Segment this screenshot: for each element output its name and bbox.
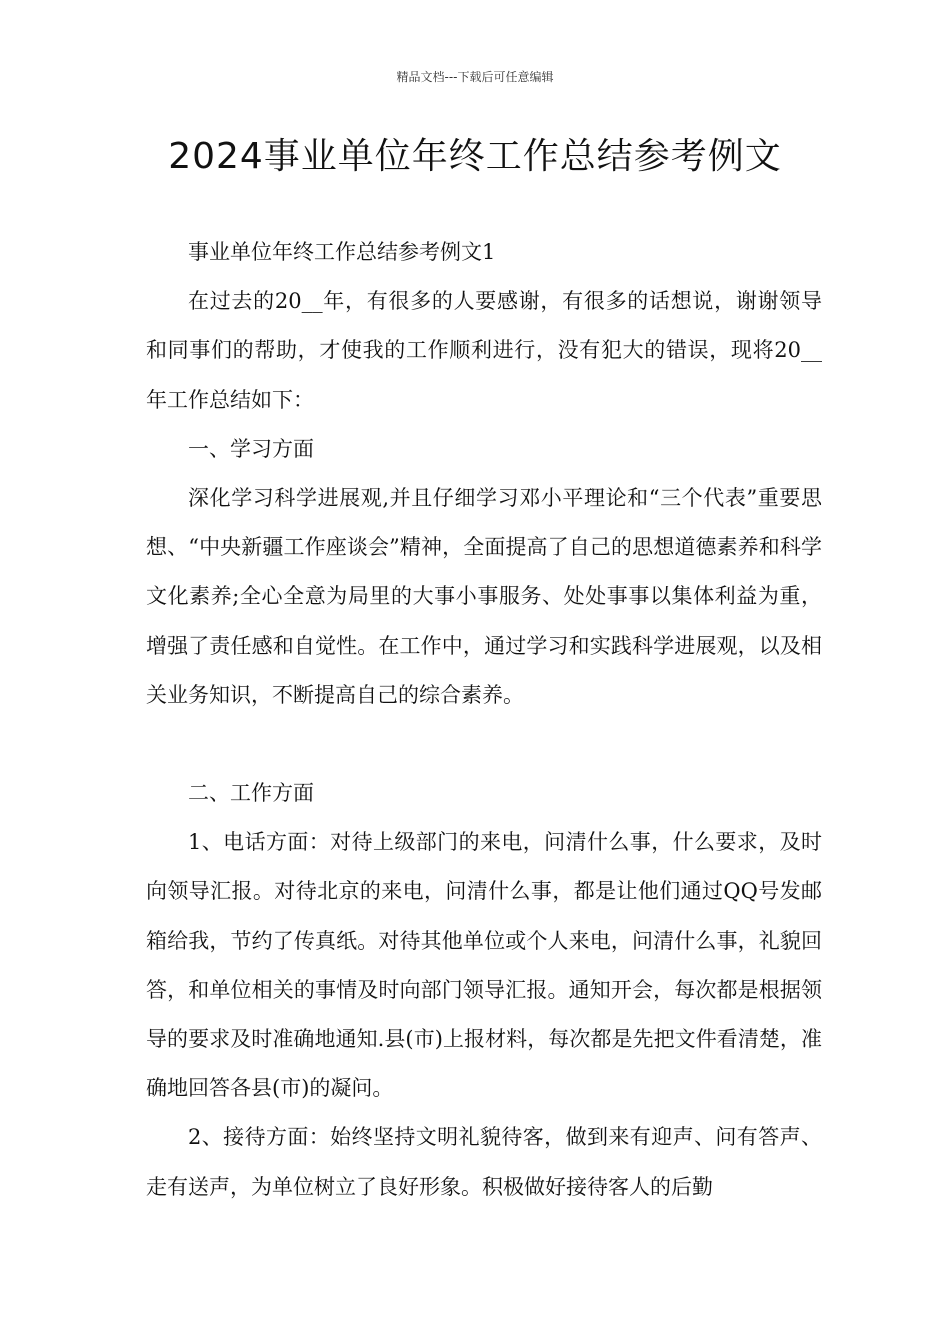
paragraph-intro: 在过去的20__年，有很多的人要感谢，有很多的话想说，谢谢领导和同事们的帮助，才使我的工作顺利进行，没有犯大的错误，现将20__年工作总结如下： bbox=[146, 289, 822, 412]
paragraph-study: 深化学习科学进展观,并且仔细学习邓小平理论和“三个代表”重要思想、“中央新疆工作座谈会”精神，全面提高了自己的思想道德素养和科学文化素养;全心全意为局里的大事小事服务、处处事事以集体利益为重，增强了责任感和自觉性。在工作中，通过学习和实践科学进展观，以及相关业务知识，不断提高自己的综合素养。 bbox=[146, 486, 822, 707]
paragraph-subtitle: 事业单位年终工作总结参考例文1 bbox=[188, 240, 496, 264]
document-title: 2024事业单位年终工作总结参考例文 bbox=[168, 136, 782, 177]
paragraph-reception: 2、接待方面：始终坚持文明礼貌待客，做到来有迎声、问有答声、走有送声，为单位树立了良好形象。积极做好接待客人的后勤 bbox=[146, 1125, 822, 1199]
paragraph-spacer bbox=[146, 720, 822, 769]
document-body bbox=[146, 228, 822, 1212]
header-note: 精品文档---下载后可任意编辑 bbox=[396, 70, 554, 84]
section-heading-work: 二、工作方面 bbox=[188, 781, 314, 806]
section-heading-study: 一、学习方面 bbox=[188, 436, 314, 461]
paragraph-phone: 1、电话方面：对待上级部门的来电，问清什么事，什么要求，及时向领导汇报。对待北京的来电，问清什么事，都是让他们通过QQ号发邮箱给我，节约了传真纸。对待其他单位或个人来电，问清什么事，礼貌回答，和单位相关的事情及时向部门领导汇报。通知开会，每次都是根据领导的要求及时准确地通知.县(市)上报材料，每次都是先把文件看清楚，准确地回答各县(市)的凝问。 bbox=[146, 830, 822, 1101]
